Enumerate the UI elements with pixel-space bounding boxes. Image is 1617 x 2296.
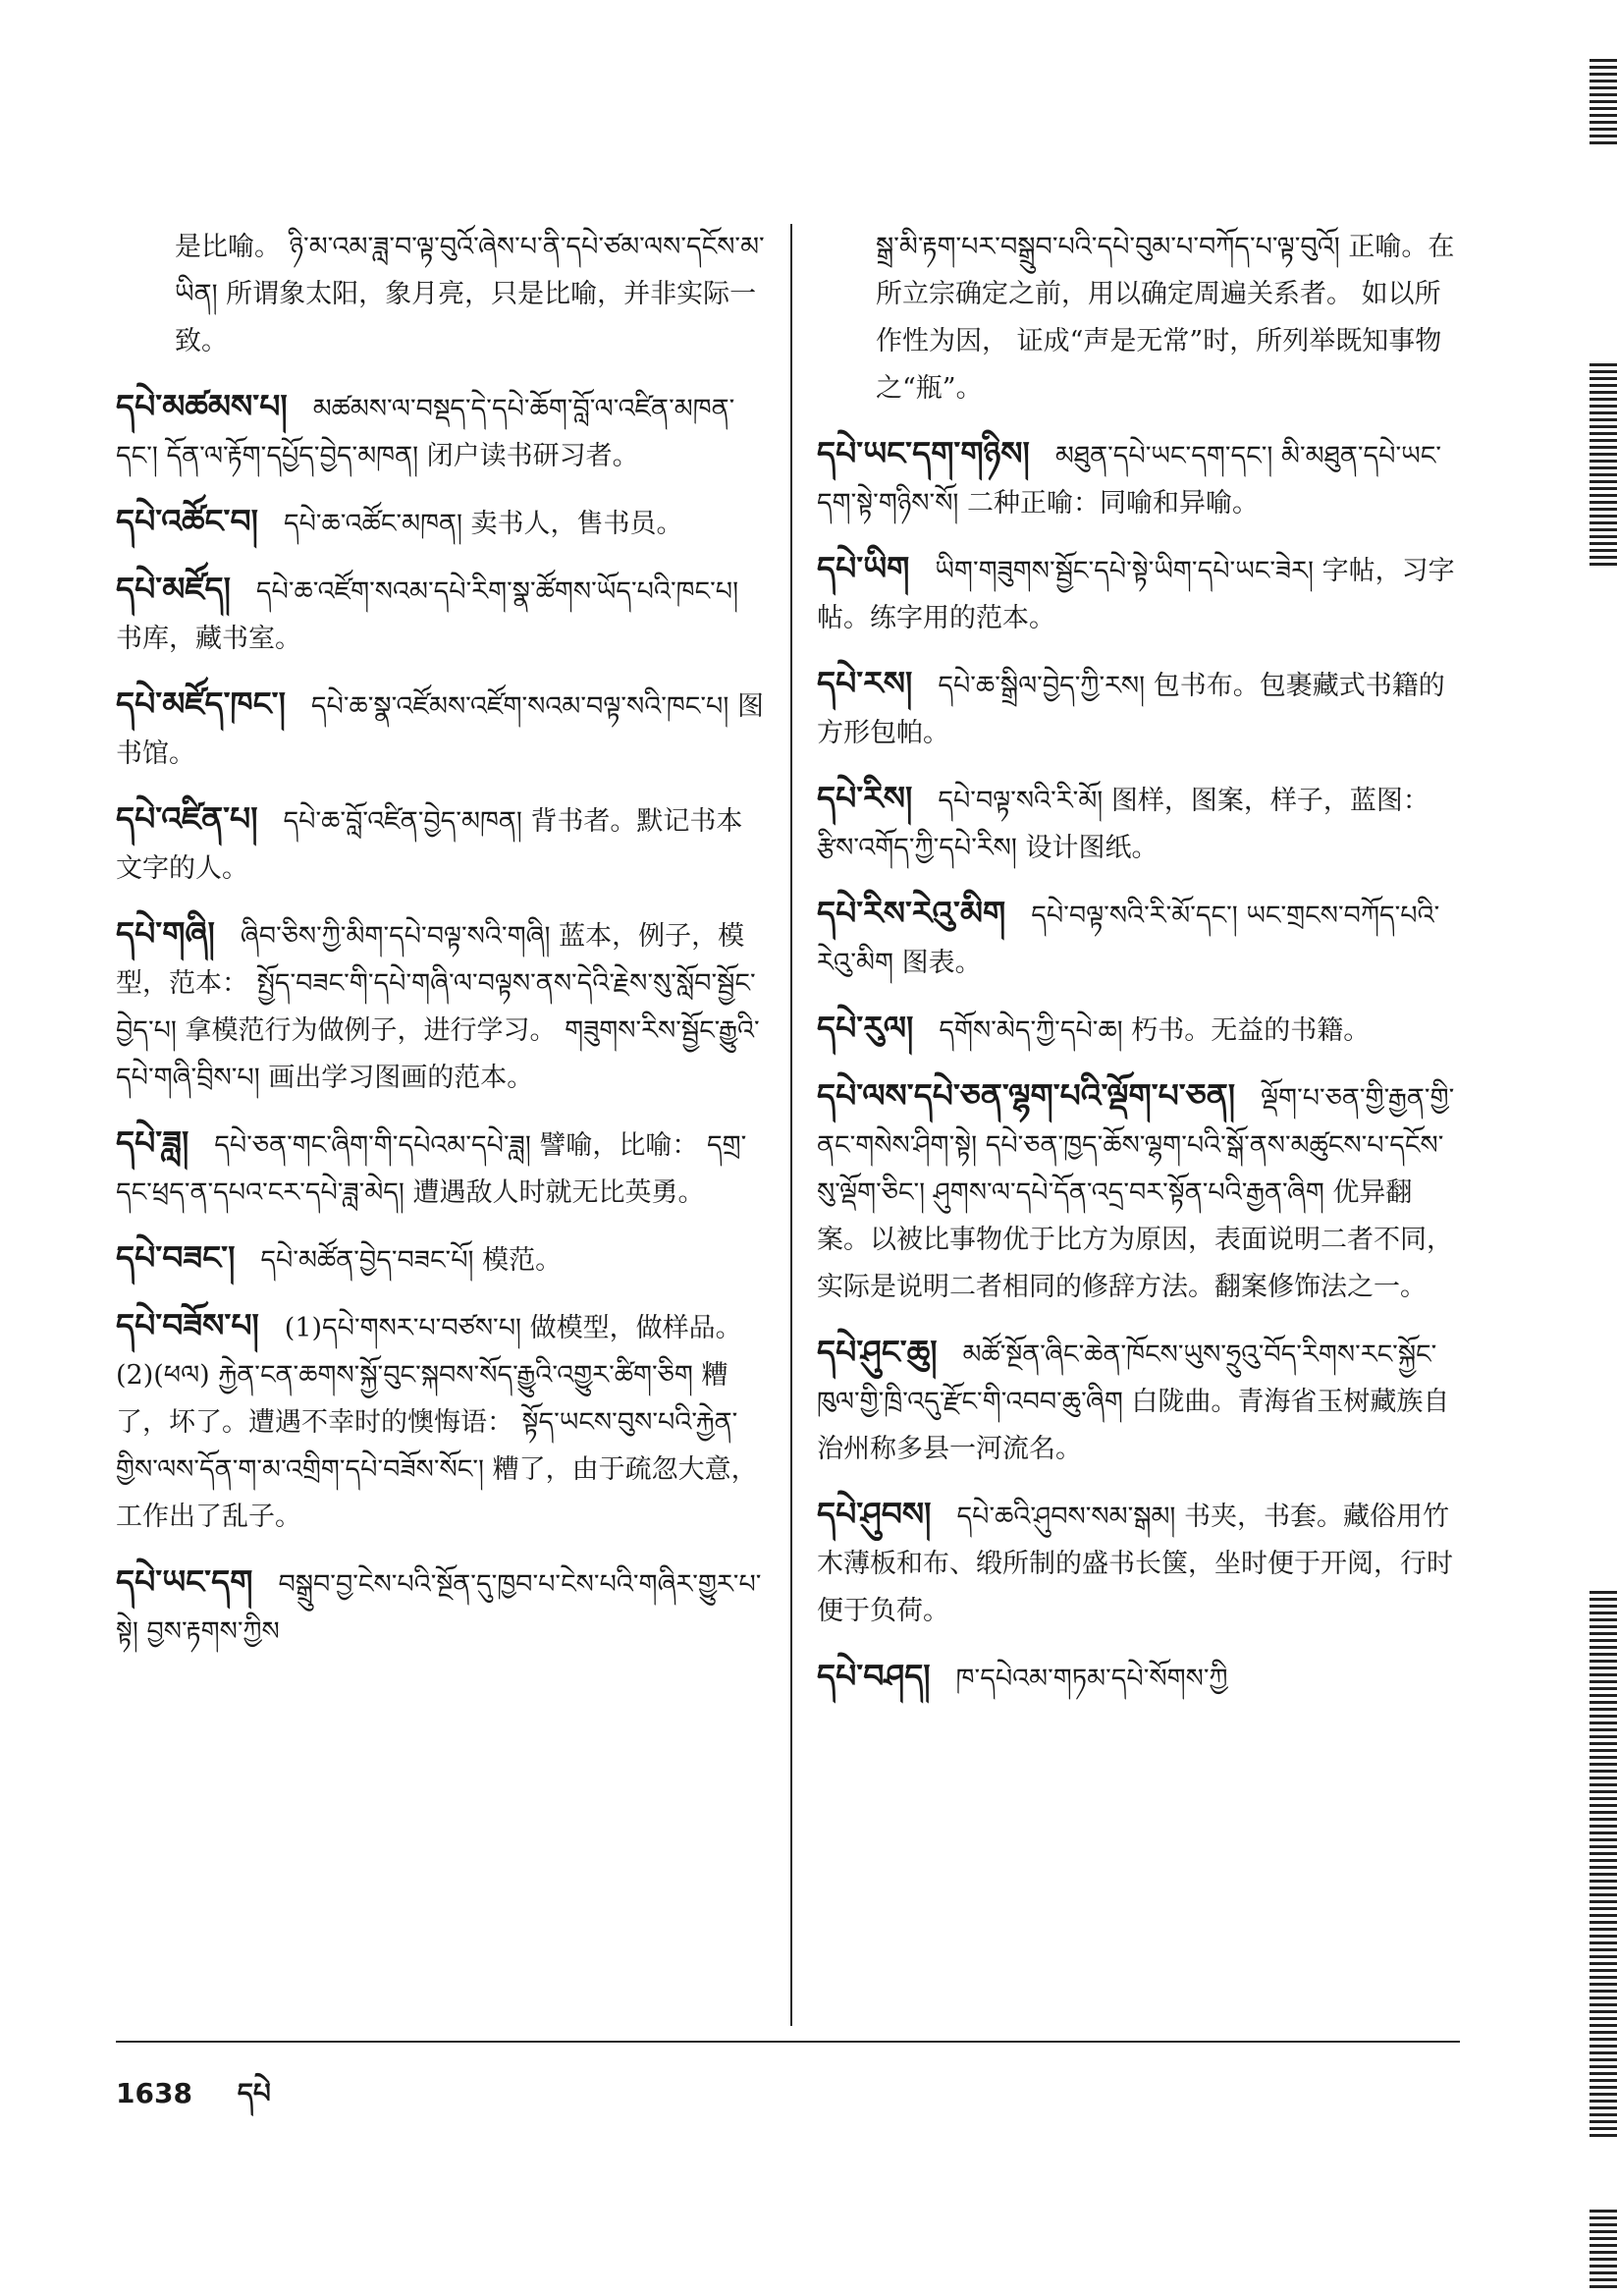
entry-headword: དཔེ་འཚོང་བ།: [116, 502, 258, 540]
entry-text: དཔེ་བལྟ་སའི་རི་མོ། 图样，图案，样子，蓝图： རྩིས་འགོད་ཀྱི་དཔེ་རིས། 设计图纸。: [817, 786, 1429, 863]
entry-text: དཔེ་ཆ་སྒྲིལ་བྱེད་ཀྱི་རས། 包书布。包裹藏式书籍的方形包帕。: [817, 671, 1445, 748]
entry-headword: དཔེ་འཛིན་པ།: [116, 799, 258, 838]
dictionary-entry: [116, 1120, 766, 1217]
entry-text: དཔེ་ཆ་འཚོང་མཁན། 卖书人，售书员。: [283, 509, 683, 539]
dictionary-entry: [817, 1005, 1460, 1055]
entry-headword: དཔེ་ཡིག: [817, 549, 910, 587]
dictionary-entry: [817, 1653, 1460, 1703]
dictionary-entry: [116, 566, 766, 663]
left-column: [116, 224, 766, 1673]
entry-headword: དཔེ་ལས་དཔེ་ཅན་ལྷག་པའི་ལྡོག་པ་ཅན།: [817, 1076, 1236, 1115]
dictionary-entry: [817, 775, 1460, 872]
entry-text: དཔེ་ཆ་འཛོག་སའམ་དཔེ་རིག་སྣ་ཚོགས་ཡོད་པའི་ཁང་པ། 书库，藏书室。: [116, 576, 739, 654]
entry-text: (1)དཔེ་གསར་པ་བཙས་པ། 做模型，做样品。(2)(ཕལ) རྐྱེན་ངན་ཆགས་སྐྱོ་བུང་སྐབས་སོད་རྒྱུའི་འགྱུར་ཚིག་ཅིག 糟了，坏了。遭遇不幸时的懊悔语： སྟོད་ཡངས་བུས་པའི་རྐྱེན་གྱིས་ལས་དོན་ག་མ་འགྲིག་དཔེ་བཟོས་སོང་། 糟了，由于疏忽大意，工作出了乱子。: [116, 1313, 758, 1532]
entry-text: མཐུན་དཔེ་ཡང་དག་དང་། མི་མཐུན་དཔེ་ཡང་དག་སྟེ་གཉིས་སོ། 二种正喻：同喻和异喻。: [817, 441, 1441, 519]
entry-text: མཚམས་ལ་བསྡད་དེ་དཔེ་ཆོག་བློ་ལ་འཛིན་མཁན་དང་། དོན་ལ་རྟོག་དཔྱོད་བྱེད་མཁན། 闭户读书研习者。: [116, 394, 735, 471]
entry-text: དཔེ་ཆ་སྣ་འཛོམས་འཛོག་སའམ་བལྟ་སའི་ཁང་པ། 图书馆。: [116, 691, 764, 769]
entry-headword: དཔེ་ཡང་དག་གཉིས།: [817, 434, 1030, 472]
entry-text: དཔེ་ཆའི་ཤུབས་སམ་སྒམ། 书夹，书套。藏俗用竹木薄板和布、缎所制的盛书长箧，坐时便于开阅，行时便于负荷。: [817, 1502, 1453, 1626]
dictionary-entry: [116, 681, 766, 778]
entry-headword: དཔེ་བཟང་།: [116, 1238, 236, 1277]
dictionary-entry: [817, 545, 1460, 642]
dictionary-entry: [116, 1302, 766, 1541]
entry-headword: དཔེ་རུལ།: [817, 1009, 914, 1047]
entry-text: དཔེ་ཅན་གང་ཞིག་གི་དཔེའམ་དཔེ་ཟླ། 譬喻，比喻： དགྲ་དང་ཕྲད་ན་དཔའ་ངར་དཔེ་ཟླ་མེད། 遭遇敌人时就无比英勇。: [116, 1130, 747, 1208]
entry-headword: དཔེ་གཞི།: [116, 914, 215, 953]
dictionary-entry: [817, 1491, 1460, 1635]
entry-headword: དཔེ་ཤུབས།: [817, 1495, 932, 1533]
page-number: 1638: [116, 2077, 192, 2109]
footer-rule: [116, 2041, 1460, 2043]
entry-headword: དཔེ་ཤུང་ཆུ།: [817, 1333, 938, 1371]
entry-text: དགོས་མེད་ཀྱི་དཔེ་ཆ། 朽书。无益的书籍。: [939, 1015, 1371, 1046]
page-footer: [116, 2062, 271, 2140]
dictionary-entry: [116, 1558, 766, 1656]
entry-headword: དཔེ་རིས།: [817, 779, 913, 817]
entry-text: སྒྲ་མི་རྟག་པར་བསྒྲུབ་པའི་དཔེ་བུམ་པ་བཀོད་པ་ལྟ་བུའོ། 正喻。在所立宗确定之前，用以确定周遍关系者。 如以所作性为因， 证成“声是无常”时，所列举既知事物之“瓶”。: [876, 232, 1455, 404]
entry-headword: དཔེ་རས།: [817, 664, 913, 702]
entry-text: དཔེ་མཚོན་བྱེད་བཟང་པོ། 模范。: [260, 1245, 563, 1276]
dictionary-entry: [116, 498, 766, 548]
dictionary-entry: [116, 1234, 766, 1285]
entry-headword: དཔེ་ཟླ།: [116, 1123, 189, 1162]
dictionary-entry: [817, 890, 1460, 987]
entry-headword: དཔེ་རིས་རེའུ་མིག: [817, 894, 1006, 932]
running-head: དཔེ: [237, 2077, 271, 2109]
dictionary-entry: [817, 430, 1460, 527]
entry-text: ལྡོག་པ་ཅན་གྱི་རྒྱན་གྱི་ནང་གསེས་ཤིག་སྟེ། དཔེ་ཅན་ཁྱད་ཆོས་ལྷག་པའི་སྒོ་ནས་མཚུངས་པ་དངོས་སུ་ལྡོག་ཅིང་། ཤུགས་ལ་དཔེ་དོན་འདྲ་བར་སྟོན་པའི་རྒྱན་ཞིག 优异翻案。以被比事物优于比方为原因，表面说明二者不同，实际是说明二者相同的修辞方法。翻案修饰法之一。: [817, 1083, 1455, 1302]
dictionary-entry: [817, 660, 1460, 757]
entry-text: ཁ་དཔེའམ་གཏམ་དཔེ་སོགས་ཀྱི: [955, 1664, 1228, 1694]
scan-edge-mark: [1590, 363, 1617, 570]
entry-text: ཡིག་གཟུགས་སྦྱོང་དཔེ་སྟེ་ཡིག་དཔེ་ཡང་ཟེར། 字帖，习字帖。练字用的范本。: [817, 556, 1455, 633]
dictionary-entry: [116, 795, 766, 893]
entry-headword: དཔེ་བཟོས་པ།: [116, 1306, 259, 1344]
dictionary-entry: [817, 1072, 1460, 1311]
entry-text: 是比喻。 ཉི་མ་འམ་ཟླ་བ་ལྟ་བུའོ་ཞེས་པ་ནི་དཔེ་ཙམ་ལས་དངོས་མ་ཡིན། 所谓象太阳，象月亮，只是比喻，并非实际一致。: [175, 232, 765, 356]
entry-continuation: [817, 224, 1460, 412]
scan-edge-mark: [1590, 2210, 1617, 2288]
scan-edge-mark: [1590, 59, 1617, 147]
right-column: [817, 224, 1460, 1721]
entry-text: བསྒྲུབ་བྱ་ངེས་པའི་སྔོན་དུ་ཁྱབ་པ་ངེས་པའི་གཞིར་གྱུར་པ་སྟེ། བྱས་རྟགས་ཀྱིས: [116, 1569, 762, 1647]
entry-headword: དཔེ་མཛོད་ཁང་།: [116, 684, 286, 723]
entry-text: མཚོ་སྔོན་ཞིང་ཆེན་ཁོངས་ཡུས་ཧྲུའུ་བོད་རིགས་རང་སྐྱོང་ཁུལ་གྱི་ཁྲི་འདུ་རྫོང་གི་འབབ་ཆུ་ཞིག 白陇曲。青海省玉树藏族自治州称多县一河流名。: [817, 1339, 1450, 1464]
entry-headword: དཔེ་བཤད།: [817, 1657, 931, 1695]
scan-edge-mark: [1590, 1591, 1617, 2141]
entry-continuation: [116, 224, 766, 365]
entry-headword: དཔེ་མཚམས་པ།: [116, 387, 288, 425]
dictionary-entry: [116, 910, 766, 1102]
entry-text: དཔེ་ཆ་བློ་འཛིན་བྱེད་མཁན། 背书者。默记书本文字的人。: [116, 806, 743, 884]
entry-headword: དཔེ་ཡང་དག: [116, 1562, 253, 1601]
column-divider: [790, 224, 792, 2026]
entry-text: ཞིབ་ཅིས་ཀྱི་མིག་དཔེ་བལྟ་སའི་གཞི། 蓝本，例子，模型，范本： སྤྱོད་བཟང་གི་དཔེ་གཞི་ལ་བལྟས་ནས་དེའི་རྗེས་སུ་སློབ་སྦྱོང་བྱེད་པ། 拿模范行为做例子，进行学习。 གཟུགས་རིས་སྦྱོང་རྒྱུའི་དཔེ་གཞི་བྲིས་པ། 画出学习图画的范本。: [116, 921, 760, 1093]
entry-text: དཔེ་བལྟ་སའི་རི་མོ་དང་། ཡང་གྲངས་བཀོད་པའི་རེའུ་མིག 图表。: [817, 901, 1440, 978]
dictionary-entry: [817, 1329, 1460, 1473]
entry-headword: དཔེ་མཛོད།: [116, 570, 231, 608]
dictionary-entry: [116, 383, 766, 480]
